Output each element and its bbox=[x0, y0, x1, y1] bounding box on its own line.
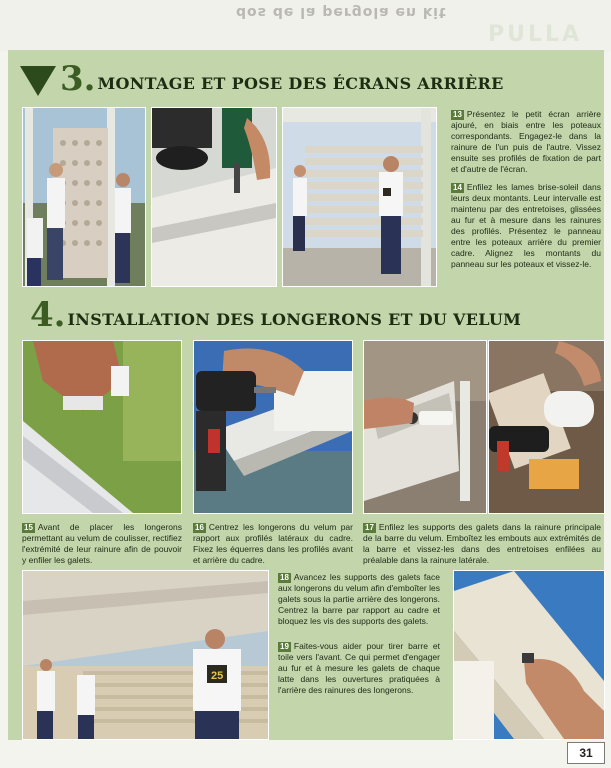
triangle-arrow-icon bbox=[20, 66, 56, 96]
page-number: 31 bbox=[567, 742, 605, 764]
step-15-number: 15 bbox=[24, 523, 33, 532]
section3-title: MONTAGE ET POSE DES ÉCRANS ARRIÈRE bbox=[97, 74, 504, 93]
step-13-number: 13 bbox=[453, 110, 462, 119]
section3-heading bbox=[60, 59, 504, 99]
step-18-number: 18 bbox=[280, 573, 289, 582]
top-strip bbox=[0, 0, 611, 52]
step-15-text: Avant de placer les longerons permettant au velum de coulisser, rectifiez l'extrémité de leur rainure afin de pouvoir y enfiler les galets. bbox=[22, 522, 182, 565]
section4-number: 4. bbox=[30, 295, 66, 335]
section4-title: INSTALLATION DES LONGERONS ET DU VELUM bbox=[67, 310, 522, 329]
step-15 bbox=[22, 522, 182, 566]
step-18 bbox=[278, 572, 440, 627]
photo-louvre-panel bbox=[282, 107, 437, 287]
step-14 bbox=[451, 182, 601, 270]
page-panel bbox=[8, 50, 604, 740]
step-19-text: Faites-vous aider pour tirer barre et toile vers l'avant. Ce qui permet d'engager au fur et à mesure les galets de chaque latte dans les ouvertures pratiquées à l'arrière des rainures des longerons. bbox=[278, 641, 440, 695]
step-13 bbox=[451, 109, 601, 175]
show-through-text: dos de la pergola en kit bbox=[236, 4, 447, 20]
photo-pull-velum bbox=[22, 570, 269, 740]
section4-heading bbox=[30, 295, 522, 335]
step-14-text: Enfilez les lames brise-soleil dans leurs deux montants. Leur intervalle est maintenu par des entretoises, glissées au fur et à mesure dans les rainures des profilés. Présentez le panneau entre les poteaux arrière du premier cadre. Alignez les montants du panneau sur les poteaux et vissez-le. bbox=[451, 182, 601, 269]
worker-badge-number: 25 bbox=[211, 670, 224, 682]
photo-drilling-profile bbox=[151, 107, 277, 287]
step-17-number: 17 bbox=[365, 523, 374, 532]
step-18-text: Avancez les supports des galets face aux longerons du velum afin d'emboîter les galets sous la partie arrière des longerons. Centrez la barre par rapport au cadre et bloquez les vis des supports des galets. bbox=[278, 572, 440, 626]
photo-lattice-screen bbox=[22, 107, 146, 287]
photo-screw-endcap bbox=[488, 340, 605, 514]
photo-rectify-rail bbox=[22, 340, 182, 514]
step-14-number: 14 bbox=[453, 183, 462, 192]
step-19 bbox=[278, 641, 440, 696]
step-19-number: 19 bbox=[280, 642, 289, 651]
step-17 bbox=[363, 522, 601, 566]
step-13-text: Présentez le petit écran arrière ajouré, en biais entre les poteaux correspondants. Engagez-le dans la rainure de l'un puis de l'autre. Vissez ensuite ses profilés de fixation de part et d'autre de l'écran. bbox=[451, 109, 601, 174]
step-16-text: Centrez les longerons du velum par rapport aux profilés latéraux du cadre. Fixez les équerres dans les profilés avant et arrière du cadre. bbox=[193, 522, 353, 565]
step-16-number: 16 bbox=[195, 523, 204, 532]
photo-drill-bracket bbox=[193, 340, 353, 514]
section3-number: 3. bbox=[60, 59, 96, 99]
step-17-text: Enfilez les supports des galets dans la rainure principale de la barre du velum. Emboîtez les embouts aux extrémités de la barre et vissez-les dans des entretoises enfilées au préalable dans la rainure latérale. bbox=[363, 522, 601, 565]
show-through-text-right: PULLA bbox=[488, 22, 583, 47]
step-16 bbox=[193, 522, 353, 566]
photo-engage-rollers bbox=[453, 570, 605, 740]
photo-roller-support bbox=[363, 340, 487, 514]
